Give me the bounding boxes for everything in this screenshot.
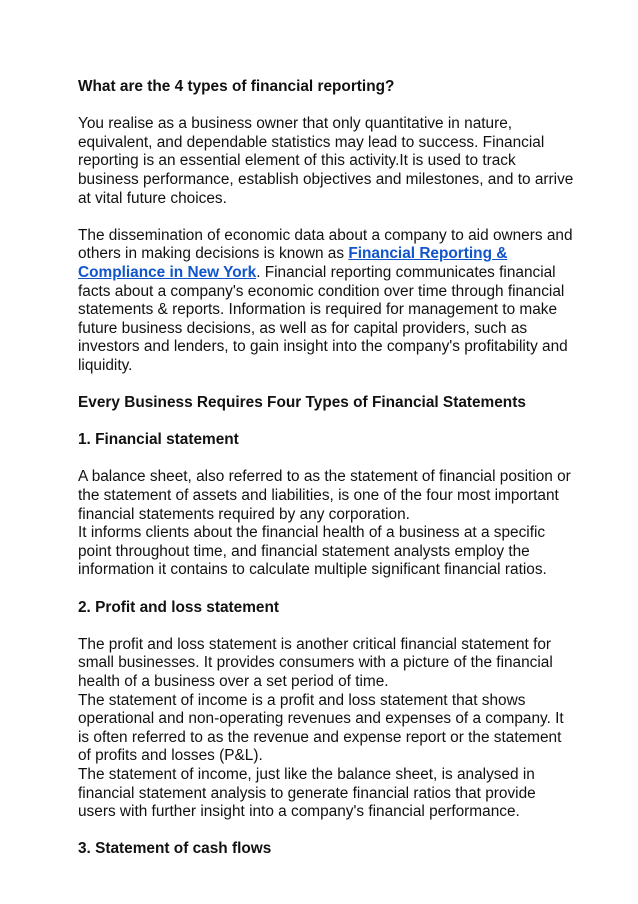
- subsection-heading: 3. Statement of cash flows: [78, 840, 272, 858]
- paragraph-line: [78, 264, 566, 283]
- paragraph-line: of profits and losses (P&L).: [78, 747, 263, 765]
- paragraph-line: It informs clients about the financial health of a business at a specific: [78, 524, 546, 542]
- paragraph-line: The statement of income is a profit and loss statement that shows: [78, 691, 526, 709]
- subsection-heading: 1. Financial statement: [78, 431, 239, 449]
- paragraph-line: [78, 245, 566, 264]
- paragraph-line: financial statement analysis to generate financial ratios that provide: [78, 784, 536, 802]
- profit-loss-paragraph: [78, 636, 566, 822]
- paragraph-line: information it contains to calculate multiple significant financial ratios.: [78, 561, 547, 579]
- paragraph-line: business performance, establish objectives and milestones, and to arrive: [78, 170, 574, 188]
- paragraph-line: equivalent, and dependable statistics may lead to success. Financial: [78, 133, 545, 151]
- paragraph-line: operational and non-operating revenues and expenses of a company. It: [78, 710, 564, 728]
- paragraph-line: users with further insight into a company's financial performance.: [78, 803, 520, 821]
- paragraph-text: others in making decisions is known as: [78, 245, 349, 263]
- paragraph-line: at vital future choices.: [78, 189, 227, 207]
- balance-sheet-paragraph: [78, 468, 571, 580]
- paragraph-line: statements & reports. Information is required for management to make: [78, 301, 558, 319]
- paragraph-line: The statement of income, just like the balance sheet, is analysed in: [78, 765, 535, 783]
- paragraph-line: A balance sheet, also referred to as the statement of financial position or: [78, 468, 571, 486]
- document-body: [78, 78, 574, 859]
- paragraph-line: future business decisions, as well as for capital providers, such as: [78, 319, 528, 337]
- section-heading: Every Business Requires Four Types of Financial Statements: [78, 394, 526, 412]
- paragraph-line: is often referred to as the revenue and expense report or the statement: [78, 728, 562, 746]
- paragraph-line: reporting is an essential element of this activity.It is used to track: [78, 152, 516, 170]
- paragraph-line: facts about a company's economic condition over time through financial: [78, 282, 565, 300]
- paragraph-line: investors and lenders, to gain insight into the company's profitability and: [78, 338, 568, 356]
- reporting-paragraph: [78, 226, 573, 376]
- paragraph-line: financial statements required by any corporation.: [78, 505, 410, 523]
- paragraph-line: health of a business over a set period of time.: [78, 673, 389, 690]
- paragraph-line: The profit and loss statement is another critical financial statement for: [78, 635, 552, 653]
- paragraph-line: You realise as a business owner that only quantitative in nature,: [78, 115, 513, 133]
- paragraph-line: The dissemination of economic data about a company to aid owners and: [78, 226, 573, 244]
- paragraph-line: the statement of assets and liabilities, is one of the four most important: [78, 487, 559, 505]
- financial-reporting-link-continued[interactable]: Compliance in New York: [78, 263, 257, 281]
- intro-paragraph: [78, 115, 574, 208]
- paragraph-line: small businesses. It provides consumers with a picture of the financial: [78, 654, 553, 672]
- paragraph-text: . Financial reporting communicates financial: [256, 263, 556, 281]
- subsection-heading: 2. Profit and loss statement: [78, 598, 279, 616]
- paragraph-line: liquidity.: [78, 356, 133, 374]
- financial-reporting-link[interactable]: Financial Reporting &: [348, 245, 508, 263]
- document-title: What are the 4 types of financial reporting?: [78, 78, 395, 95]
- paragraph-line: point throughout time, and financial statement analysts employ the: [78, 542, 530, 560]
